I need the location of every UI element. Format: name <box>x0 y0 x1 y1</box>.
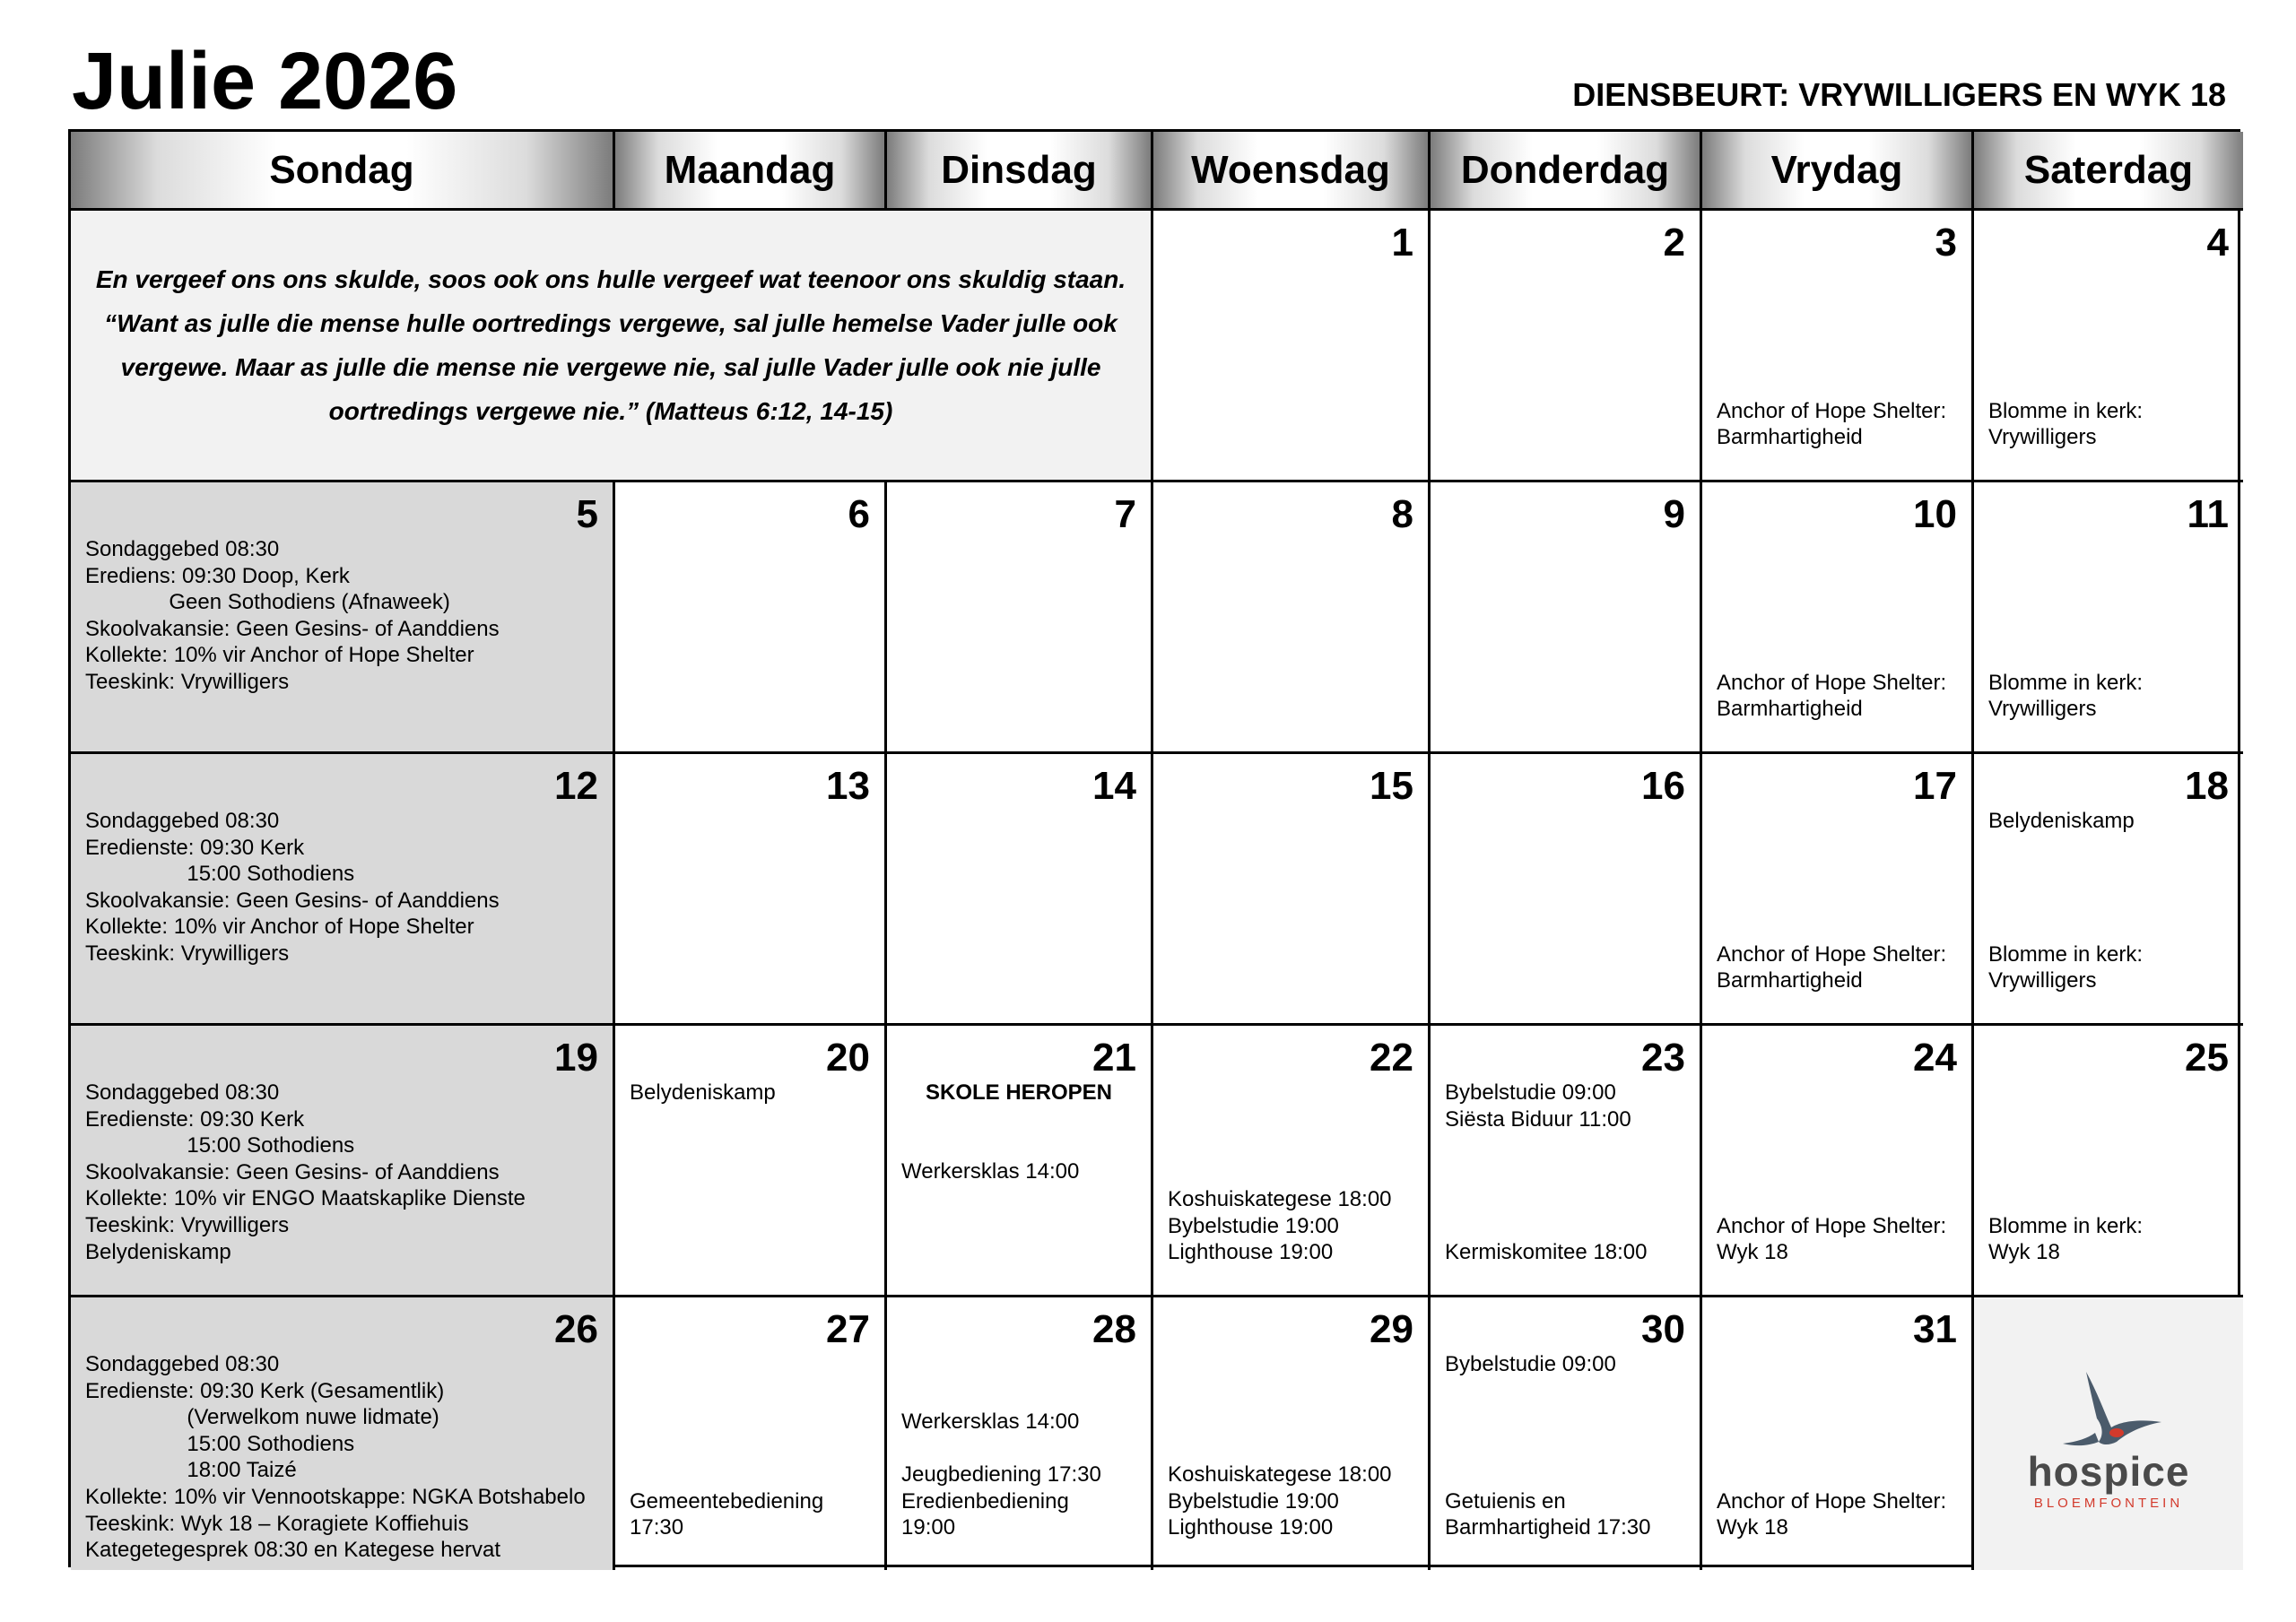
day-cell-5 <box>71 482 615 754</box>
weekday-header-dinsdag: Dinsdag <box>887 132 1153 211</box>
day-number: 30 <box>1641 1307 1685 1351</box>
event-text-bottom: Anchor of Hope Shelter: Barmhartigheid <box>1717 941 1947 993</box>
day-cell-13 <box>615 754 887 1026</box>
day-number: 12 <box>554 764 598 808</box>
day-number: 11 <box>2187 492 2229 536</box>
day-cell-12 <box>71 754 615 1026</box>
day-number: 20 <box>826 1036 870 1080</box>
day-number: 7 <box>1114 492 1136 536</box>
day-cell-26 <box>71 1297 615 1570</box>
day-number: 2 <box>1663 221 1685 265</box>
event-text-bottom: Werkersklas 14:00 Jeugbediening 17:30 Eredienbediening 19:00 <box>901 1409 1101 1540</box>
event-text-top: Bybelstudie 09:00 <box>1445 1352 1616 1376</box>
event-text-bottom: Blomme in kerk: Vrywilligers <box>1988 398 2144 450</box>
day-cell-28 <box>887 1297 1153 1570</box>
day-number: 16 <box>1641 764 1685 808</box>
event-text-bottom: Koshuiskategese 18:00 Bybelstudie 19:00 Lighthouse 19:00 <box>1168 1462 1392 1540</box>
scripture-quote-box <box>71 211 1153 482</box>
event-text-bottom: Gemeentebediening 17:30 <box>630 1488 824 1540</box>
day-number: 18 <box>2185 764 2229 808</box>
sunday-schedule: Sondaggebed 08:30 Eredienste: 09:30 Kerk 15:00 Sothodiens Skoolvakansie: Geen Gesins- of Aanddiens Kollekte: 10% vir ENGO Maatskaplike Dienste Teeskink: Vrywilligers Belydeniskamp <box>85 1080 526 1264</box>
weekday-header-maandag: Maandag <box>615 132 887 211</box>
day-number: 29 <box>1370 1307 1413 1351</box>
weekday-header-saterdag: Saterdag <box>1974 132 2243 211</box>
day-number: 10 <box>1913 492 1957 536</box>
day-cell-17 <box>1702 754 1974 1026</box>
swallow-bird-icon <box>2050 1370 2167 1451</box>
sunday-schedule: Sondaggebed 08:30 Eredienste: 09:30 Kerk (Gesamentlik) (Verwelkom nuwe lidmate) 15:00 Sothodiens 18:00 Taizé Kollekte: 10% vir Vennootskappe: NGKA Botshabelo Teeskink: Wyk 18 – Koragiete Koffiehuis Kategetegesprek 08:30 en Kategese hervat <box>85 1352 586 1563</box>
event-text-bottom: Kermiskomitee 18:00 <box>1445 1240 1648 1265</box>
day-cell-8 <box>1153 482 1431 754</box>
event-text-bottom: Koshuiskategese 18:00 Bybelstudie 19:00 Lighthouse 19:00 <box>1168 1187 1392 1265</box>
weekday-header-sondag: Sondag <box>71 132 615 211</box>
event-text-bottom: Anchor of Hope Shelter: Barmhartigheid <box>1717 670 1947 722</box>
day-number: 4 <box>2206 221 2229 265</box>
day-cell-11 <box>1974 482 2243 754</box>
scripture-quote: En vergeef ons ons skulde, soos ook ons hulle vergeef wat teenoor ons skuldig staan. “Want as julle die mense hulle oortredings vergewe, sal julle hemelse Vader julle ook vergewe. Maar as julle die mense nie vergewe nie, sal julle Vader julle ook nie julle oortredings vergewe nie.” (Matteus 6:12, 14-15) <box>95 265 1126 425</box>
event-text-middle: Werkersklas 14:00 <box>901 1159 1080 1184</box>
day-cell-25 <box>1974 1026 2243 1297</box>
day-cell-16 <box>1431 754 1702 1026</box>
day-cell-14 <box>887 754 1153 1026</box>
day-number: 23 <box>1641 1036 1685 1080</box>
hospice-logo-cell <box>1974 1297 2243 1570</box>
event-text-bottom: Anchor of Hope Shelter: Wyk 18 <box>1717 1488 1947 1540</box>
day-number: 5 <box>576 492 598 536</box>
event-headline: SKOLE HEROPEN <box>925 1080 1113 1105</box>
month-title: Julie 2026 <box>72 37 458 126</box>
day-cell-2 <box>1431 211 1702 482</box>
sunday-schedule: Sondaggebed 08:30 Erediens: 09:30 Doop, Kerk Geen Sothodiens (Afnaweek) Skoolvakansie: Geen Gesins- of Aanddiens Kollekte: 10% vir Anchor of Hope Shelter Teeskink: Vrywilligers <box>85 537 500 694</box>
day-cell-18 <box>1974 754 2243 1026</box>
day-cell-4 <box>1974 211 2243 482</box>
weekday-header-woensdag: Woensdag <box>1153 132 1431 211</box>
hospice-logo-word: hospice <box>2027 1447 2190 1495</box>
duty-roster-label: DIENSBEURT: VRYWILLIGERS EN WYK 18 <box>1572 76 2226 113</box>
day-number: 19 <box>554 1036 598 1080</box>
day-cell-27 <box>615 1297 887 1570</box>
day-cell-7 <box>887 482 1153 754</box>
day-number: 1 <box>1391 221 1413 265</box>
day-number: 9 <box>1663 492 1685 536</box>
day-number: 3 <box>1935 221 1957 265</box>
day-cell-6 <box>615 482 887 754</box>
day-number: 27 <box>826 1307 870 1351</box>
day-cell-30 <box>1431 1297 1702 1570</box>
day-cell-21 <box>887 1026 1153 1297</box>
day-cell-29 <box>1153 1297 1431 1570</box>
day-number: 6 <box>848 492 870 536</box>
hospice-logo <box>2028 1370 2190 1511</box>
event-text-bottom: Anchor of Hope Shelter: Barmhartigheid <box>1717 398 1947 450</box>
sunday-schedule: Sondaggebed 08:30 Eredienste: 09:30 Kerk 15:00 Sothodiens Skoolvakansie: Geen Gesins- of Aanddiens Kollekte: 10% vir Anchor of Hope Shelter Teeskink: Vrywilligers <box>85 809 500 966</box>
event-text-bottom: Blomme in kerk: Vrywilligers <box>1988 670 2144 722</box>
event-text-bottom: Anchor of Hope Shelter: Wyk 18 <box>1717 1213 1947 1265</box>
day-number: 22 <box>1370 1036 1413 1080</box>
day-number: 8 <box>1391 492 1413 536</box>
day-cell-3 <box>1702 211 1974 482</box>
hospice-logo-subtitle: BLOEMFONTEIN <box>2033 1495 2184 1511</box>
day-cell-23 <box>1431 1026 1702 1297</box>
day-cell-10 <box>1702 482 1974 754</box>
day-number: 13 <box>826 764 870 808</box>
day-number: 15 <box>1370 764 1413 808</box>
event-text-top: Bybelstudie 09:00 Siësta Biduur 11:00 <box>1445 1080 1631 1132</box>
event-text-bottom: Blomme in kerk: Vrywilligers <box>1988 941 2144 993</box>
day-cell-24 <box>1702 1026 1974 1297</box>
day-number: 21 <box>1092 1036 1136 1080</box>
day-cell-1 <box>1153 211 1431 482</box>
event-text-top: Belydeniskamp <box>1988 809 2135 833</box>
weekday-header-vrydag: Vrydag <box>1702 132 1974 211</box>
weekday-header-donderdag: Donderdag <box>1431 132 1702 211</box>
day-cell-20 <box>615 1026 887 1297</box>
day-cell-22 <box>1153 1026 1431 1297</box>
event-text-top: Belydeniskamp <box>630 1080 776 1105</box>
day-cell-15 <box>1153 754 1431 1026</box>
day-number: 24 <box>1913 1036 1957 1080</box>
day-number: 28 <box>1092 1307 1136 1351</box>
day-cell-31 <box>1702 1297 1974 1570</box>
calendar-grid <box>68 129 2240 1567</box>
day-cell-19 <box>71 1026 615 1297</box>
event-text-bottom: Getuienis en Barmhartigheid 17:30 <box>1445 1488 1651 1540</box>
day-cell-9 <box>1431 482 1702 754</box>
day-number: 26 <box>554 1307 598 1351</box>
day-number: 17 <box>1913 764 1957 808</box>
day-number: 25 <box>2185 1036 2229 1080</box>
event-text-bottom: Blomme in kerk: Wyk 18 <box>1988 1213 2144 1265</box>
day-number: 31 <box>1913 1307 1957 1351</box>
day-number: 14 <box>1092 764 1136 808</box>
